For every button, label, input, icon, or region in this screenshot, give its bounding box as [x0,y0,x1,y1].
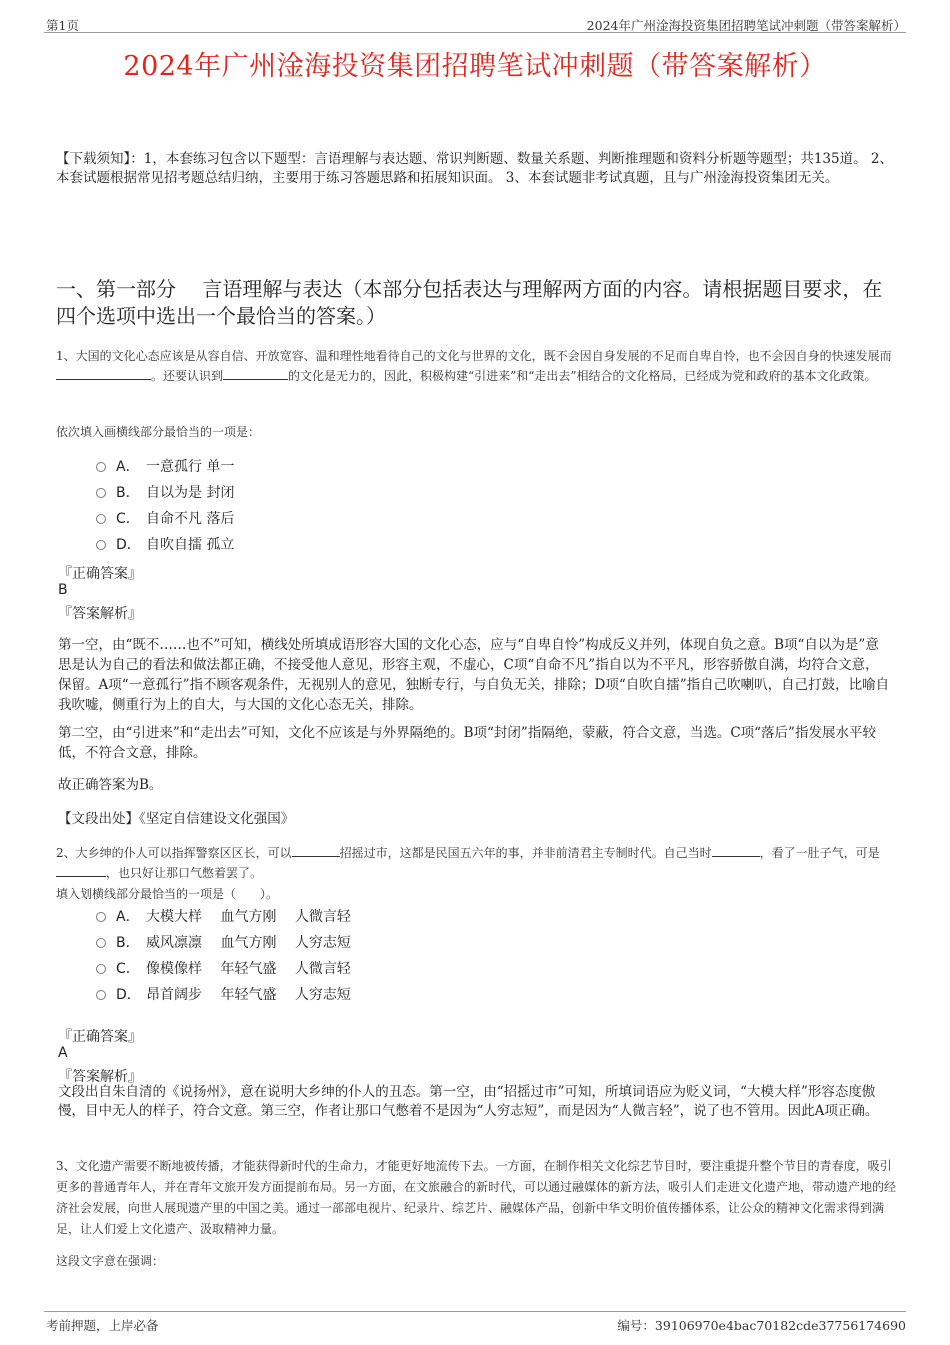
option-b[interactable]: B． 威风凛凛 血气方刚 人穷志短 [96,929,351,955]
analysis-label: 『答案解析』 [58,606,142,622]
question-3-text: 3、文化遗产需要不断地被传播，才能获得新时代的生命力，才能更好地流传下去。一方面，在制作相关文化综艺节目时，要注重提升整个节目的青春度，吸引更多的普通青年人，并在青年文旅开发方面提前布局。另一方面，在文旅融合的新时代，可以通过融媒体的新方法，吸引人们走进文化遗产地，带动遗产地的经济社会发展，向世人展现遗产里的中国之美。通过一部部电视片、纪录片、综艺片、融媒体产品，创新中华文明价值传播体系，让公众的精神文化需求得到满足，让人们爱上文化遗产、汲取精神力量。 [56,1159,897,1236]
radio-icon[interactable] [96,540,106,550]
header-doc-title: 2024年广州淦海投资集团招聘笔试冲刺题（带答案解析） [586,18,906,33]
radio-icon[interactable] [96,990,106,1000]
radio-icon[interactable] [96,912,106,922]
page-footer [44,1311,906,1333]
option-b[interactable]: B． 自以为是 封闭 [96,479,234,505]
correct-answer: A [58,1045,68,1061]
fill-blank [712,843,760,857]
analysis-conclusion: 故正确答案为B。 [58,777,163,793]
download-notice: 【下载须知】：1，本套练习包含以下题型：言语理解与表达题、常识判断题、数量关系题、判断推理题和资料分析题等题型；共135道。 2、本套试题根据常见招考题总结归纳，主要用于练习答题思路和拓展知识面。 3、本套试题非考试真题，且与广州淦海投资集团无关。 [56,151,893,186]
footer-slogan: 考前押题，上岸必备 [46,1318,159,1333]
fill-blank [56,863,106,877]
radio-icon[interactable] [96,964,106,974]
analysis-paragraph-2: 第二空，由“引进来”和“走出去”可知，文化不应该是与外界隔绝的。B项“封闭”指隔绝，蒙蔽，符合文意，当选。C项“落后”指发展水平较低，不符合文意，排除。 [58,725,876,761]
option-d[interactable]: D． 自吹自擂 孤立 [96,531,234,557]
option-a[interactable]: A． 大模大样 血气方刚 人微言轻 [96,903,351,929]
analysis-label: 『答案解析』 [58,1069,142,1085]
analysis-paragraph: 文段出自朱自清的《说扬州》，意在说明大乡绅的仆人的丑态。第一空，由“招摇过市”可知，所填词语应为贬义词，“大模大样”形容态度傲慢，目中无人的样子，符合文意。第三空，作者让那口气憋着不是因为“人穷志短”，而是因为“人微言轻”，说了也不管用。因此A项正确。 [58,1084,879,1119]
radio-icon[interactable] [96,514,106,524]
analysis-paragraph-1: 第一空，由“既不……也不”可知，横线处所填成语形容大国的文化心态，应与“自卑自怜”构成反义并列，体现自负之意。B项“自以为是”意思是认为自己的看法和做法都正确，不接受他人意见，形容主观，不虚心，C项“自命不凡”指自以为不平凡，形容骄傲自满，均符合文意，保留。A项“一意孤行”指不顾客观条件，无视别人的意见，独断专行，与自负无关，排除；D项“自吹自擂”指自己吹喇叭，自己打鼓，比喻自我吹嘘，侧重行为上的自大，与大国的文化心态无关，排除。 [58,637,890,713]
correct-answer: B [58,582,68,598]
text-source: 【文段出处】《坚定自信建设文化强国》 [58,811,295,827]
option-d[interactable]: D． 昂首阔步 年轻气盛 人穷志短 [96,981,351,1007]
document-code: 编号：39106970e4bac70182cde37756174690 [617,1318,906,1333]
option-c[interactable]: C． 像模像样 年轻气盛 人微言轻 [96,955,351,981]
option-c[interactable]: C． 自命不凡 落后 [96,505,234,531]
correct-answer-label: 『正确答案』 [58,1029,142,1045]
question-2-options [96,903,351,1007]
question-2-text: 2、大乡绅的仆人可以指挥警察区区长，可以 招摇过市，这都是民国五六年的事，并非前清君主专制时代。自己当时 ，看了一肚子气，可是，也只好让那口气憋着罢了。 [56,843,898,883]
fill-blank [56,366,151,380]
fill-blank [223,366,288,380]
radio-icon[interactable] [96,462,106,472]
question-1-prompt: 依次填入画横线部分最恰当的一项是： [56,425,261,439]
page-header [44,14,906,33]
question-1-text: 1、大国的文化心态应该是从容自信、开放宽容、温和理性地看待自己的文化与世界的文化，既不会因自身发展的不足而自卑自怜，也不会因自身的快速发展而。还要认识到 的文化是无力的，因此，积极构建“引进来”和“走出去”相结合的文化格局，已经成为党和政府的基本文化政策。 [56,349,892,383]
fill-blank [292,843,340,857]
question-3-prompt: 这段文字意在强调： [56,1254,165,1268]
question-1-options [96,453,234,557]
correct-answer-label: 『正确答案』 [58,566,142,582]
option-a[interactable]: A． 一意孤行 单一 [96,453,234,479]
page-number: 第1页 [46,18,79,33]
radio-icon[interactable] [96,488,106,498]
question-2-prompt: 填入划横线部分最恰当的一项是（ ）。 [56,887,279,901]
document-title: 2024年广州淦海投资集团招聘笔试冲刺题（带答案解析） [123,51,827,82]
section-title: 一、第一部分 言语理解与表达（本部分包括表达与理解两方面的内容。请根据题目要求，在四个选项中选出一个最恰当的答案。） [56,277,883,328]
radio-icon[interactable] [96,938,106,948]
